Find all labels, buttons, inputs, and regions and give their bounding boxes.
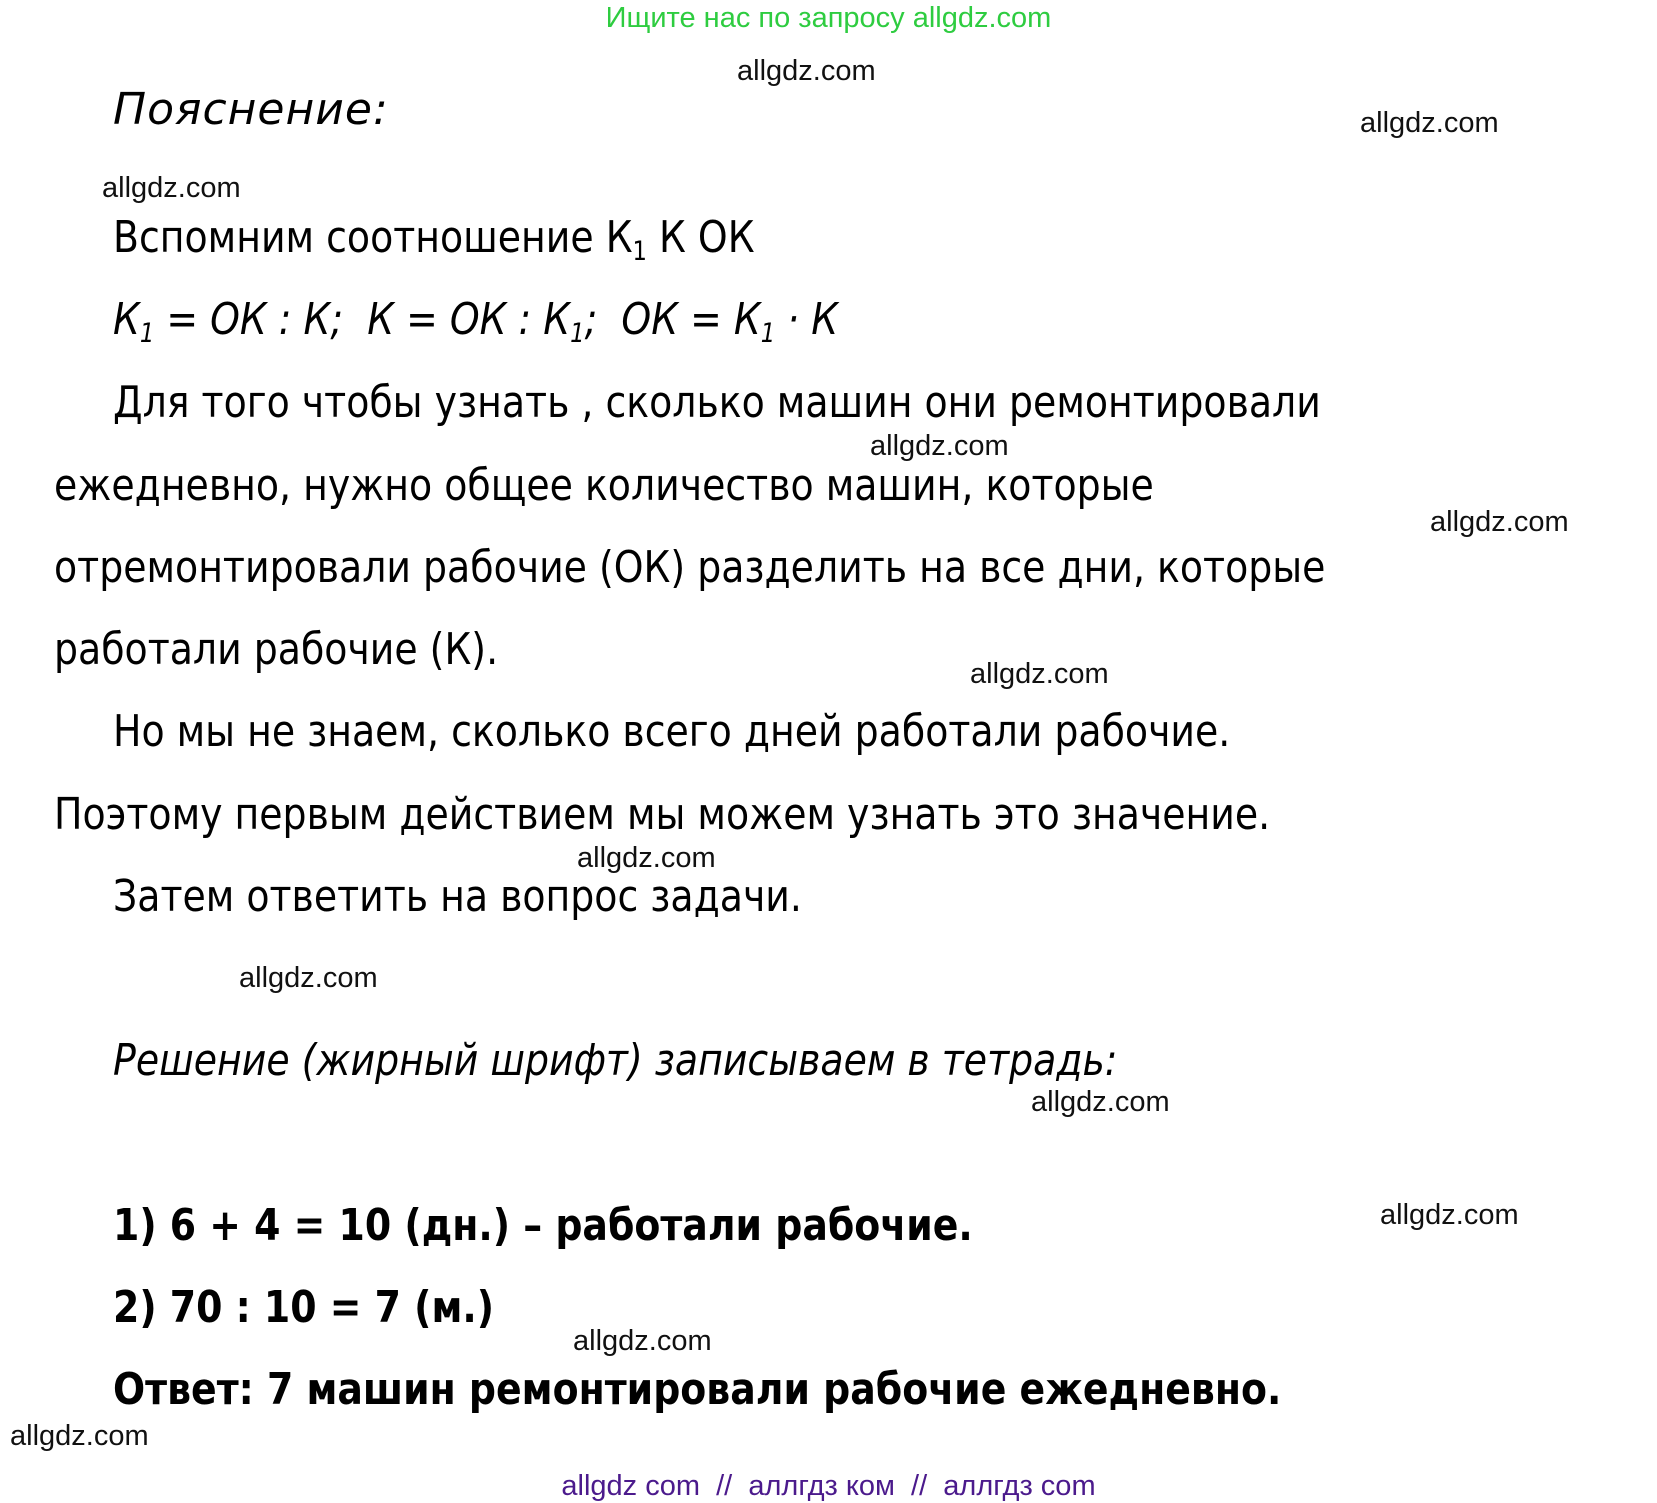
search-banner: Ищите нас по запросу allgdz.com: [605, 2, 1052, 34]
watermark: allgdz.com: [870, 430, 1009, 462]
subscript: 1: [570, 317, 585, 349]
subscript: 1: [632, 235, 648, 267]
footer-links: allgdz com // аллгдз ком // аллгдз com: [561, 1470, 1096, 1502]
paragraph-line: Но мы не знаем, сколько всего дней работали рабочие.: [113, 706, 1231, 757]
solution-step: 2) 70 : 10 = 7 (м.): [113, 1282, 495, 1333]
relation-text: К ОК: [647, 212, 755, 263]
formula-part: · К: [775, 294, 839, 345]
paragraph-line: работали рабочие (К).: [54, 624, 499, 675]
formula-part: ; ОК = К: [584, 294, 761, 345]
watermark: allgdz.com: [1031, 1086, 1170, 1118]
paragraph-line: Поэтому первым действием мы можем узнать это значение.: [54, 789, 1271, 840]
paragraph-line: Затем ответить на вопрос задачи.: [113, 871, 802, 922]
formula-part: = ОК : К; К = ОК : К: [154, 294, 571, 345]
subscript: 1: [760, 317, 776, 349]
watermark: allgdz.com: [1360, 107, 1499, 139]
formula-line: [113, 294, 838, 349]
solution-title: Решение (жирный шрифт) записываем в тетрадь:: [113, 1035, 1118, 1086]
solution-step: 1) 6 + 4 = 10 (дн.) – работали рабочие.: [113, 1200, 973, 1251]
answer-line: Ответ: 7 машин ремонтировали рабочие ежедневно.: [113, 1364, 1282, 1415]
explanation-title: Пояснение:: [113, 84, 389, 135]
paragraph-line: Для того чтобы узнать , сколько машин они ремонтировали: [113, 377, 1321, 428]
watermark: allgdz.com: [239, 962, 378, 994]
subscript: 1: [139, 317, 155, 349]
paragraph-line: отремонтировали рабочие (ОК) разделить на все дни, которые: [54, 542, 1326, 593]
watermark: allgdz.com: [1380, 1199, 1519, 1231]
watermark: allgdz.com: [1430, 506, 1569, 538]
watermark: allgdz.com: [970, 658, 1109, 690]
watermark: allgdz.com: [10, 1420, 149, 1452]
formula-part: К: [113, 294, 140, 345]
watermark: allgdz.com: [102, 172, 241, 204]
paragraph-line: ежедневно, нужно общее количество машин, которые: [54, 460, 1154, 511]
watermark: allgdz.com: [737, 55, 876, 87]
watermark: allgdz.com: [577, 842, 716, 874]
relation-text: Вспомним соотношение К: [113, 212, 633, 263]
watermark: allgdz.com: [573, 1325, 712, 1357]
relation-intro: [113, 212, 755, 267]
